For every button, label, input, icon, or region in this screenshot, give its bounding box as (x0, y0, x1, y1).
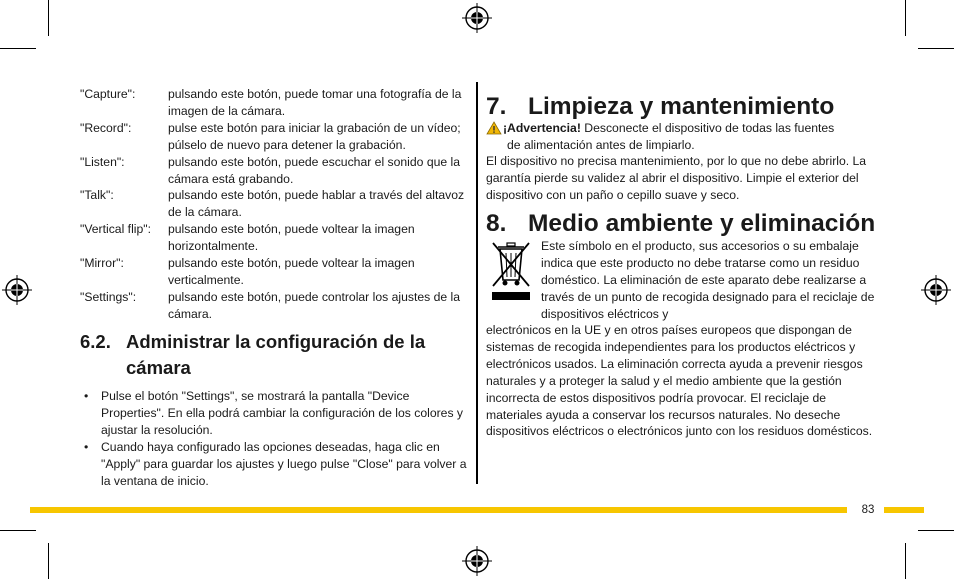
crop-mark (0, 48, 36, 49)
definition-description: pulsando este botón, puede voltear la imagen verticalmente. (168, 256, 415, 287)
crossed-bin-icon (489, 238, 533, 302)
bullet-mark: • (84, 389, 89, 403)
maintenance-paragraph: El dispositivo no precisa mantenimiento, por lo que no debe abrirlo. La garantía pierde su validez al abrir el dispositivo. Limpie el exterior del dispositivo con un paño o cepillo suave y seco. (486, 154, 867, 202)
section-number: 6.2. (80, 331, 111, 352)
definition-term: "Listen": (80, 154, 125, 169)
disposal-paragraph-side: Este símbolo en el producto, sus accesorios o su embalaje indica que este producto no debe tratarse como un residuo doméstico. La eliminación de este aparato debe realizarse a través de un punto de recogida designado para el reciclaje de dispositivos eléctricos y (541, 239, 875, 321)
definition-term: "Talk": (80, 188, 114, 203)
warning-text: Desconecte el dispositivo de todas las fuentes (584, 121, 835, 135)
disposal-paragraph-full: electrónicos en la UE y en otros países europeos que dispongan de sistemas de recogida independientes para los productos eléctricos y electrónicos usados. La eliminación correcta ayuda a prevenir riesgos naturales y a proteger la salud y el medio ambiente que la gestión incorrecta de estos dispositivos podría provocar. El reciclaje de materiales ayuda a conservar los recursos naturales. No deseche dispositivos eléctricos o electrónicos junto con los residuos domésticos. (486, 323, 873, 439)
button-definition-list (80, 86, 472, 323)
definition-item (80, 154, 472, 188)
settings-bullet-list (80, 388, 472, 489)
definition-term: "Capture": (80, 87, 136, 101)
definition-item (80, 221, 472, 255)
crop-mark (0, 530, 36, 531)
definition-item (80, 289, 472, 323)
definition-term: "Record": (80, 120, 132, 135)
column-divider (476, 82, 478, 484)
warning-note (486, 120, 874, 154)
bullet-text: Pulse el botón "Settings", se mostrará la pantalla "Device Properties". En ella podrá cambiar la configuración de los colores y ajustar la resolución. (101, 389, 464, 437)
definition-term: "Settings": (80, 289, 137, 304)
definition-description: pulsando este botón, puede hablar a través del altavoz de la cámara. (168, 188, 465, 220)
list-item (80, 388, 472, 439)
section-7-heading (486, 92, 926, 122)
definition-description: pulsando este botón, puede tomar una fotografía de la imagen de la cámara. (168, 87, 462, 118)
section-title: Medio ambiente y eliminación (528, 210, 876, 237)
footer-accent-bar (884, 507, 924, 513)
definition-description: pulsando este botón, puede voltear la imagen horizontalmente. (168, 222, 415, 254)
crop-mark (905, 0, 906, 36)
definition-term: "Vertical flip": (80, 222, 151, 237)
bullet-mark: • (84, 439, 89, 454)
definition-description: pulsando este botón, puede escuchar el sonido que la cámara está grabando. (168, 154, 461, 186)
definition-description: pulse este botón para iniciar la grabación de un vídeo; púlselo de nuevo para detener la grabación. (168, 120, 461, 152)
section-title: Administrar la configuración de la cámara (126, 331, 426, 378)
registration-mark-icon (462, 546, 492, 576)
section-title: Limpieza y mantenimiento (528, 93, 835, 120)
section-number: 7. (486, 93, 507, 120)
bullet-text: Cuando haya configurado las opciones deseadas, haga clic en "Apply" para guardar los ajustes y luego pulse "Close" para volver a la ventana de inicio. (101, 439, 467, 488)
crop-mark (48, 543, 49, 579)
definition-item (80, 255, 472, 289)
registration-mark-icon (462, 3, 492, 33)
warning-label: ¡Advertencia! (503, 121, 581, 135)
crop-mark (905, 543, 906, 579)
crop-mark (48, 0, 49, 36)
list-item (80, 439, 472, 490)
definition-term: "Mirror": (80, 256, 124, 271)
footer-accent-bar (30, 507, 847, 513)
definition-item (80, 187, 472, 221)
section-8-heading (486, 209, 926, 239)
warning-text-continued: de alimentación antes de limpiarlo. (507, 137, 695, 152)
definition-item (80, 86, 472, 120)
section-number: 8. (486, 210, 507, 237)
registration-mark-icon (2, 275, 32, 305)
definition-description: pulsando este botón, puede controlar los ajustes de la cámara. (168, 289, 461, 321)
page-number: 83 (861, 504, 875, 516)
crop-mark (918, 48, 954, 49)
warning-triangle-icon (486, 121, 502, 135)
crop-mark (918, 530, 954, 531)
registration-mark-icon (921, 275, 951, 305)
definition-item (80, 120, 472, 154)
section-6-2-heading (80, 329, 475, 381)
